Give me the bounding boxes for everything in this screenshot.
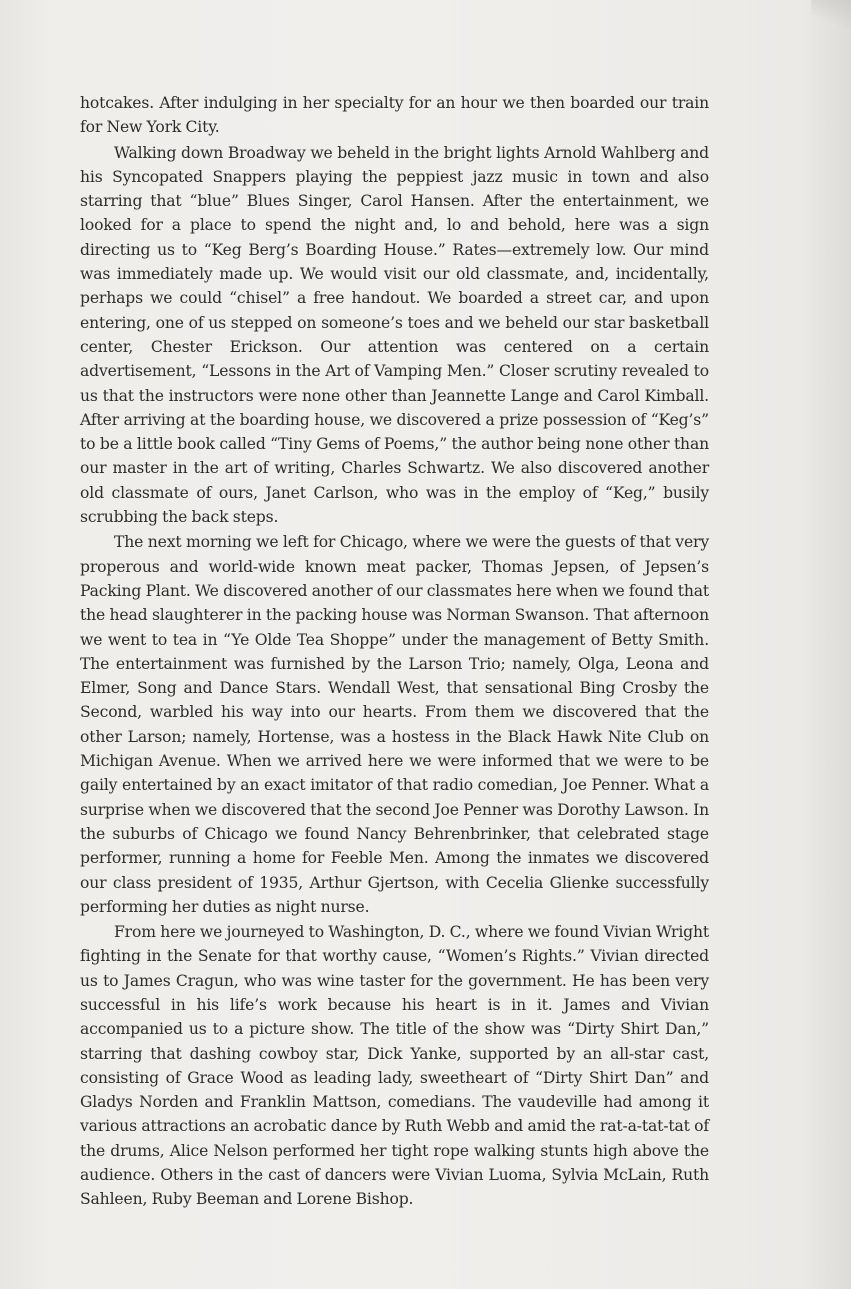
body-text bbox=[80, 91, 709, 1212]
paragraph-chicago: The next morning we left for Chicago, where we were the guests of that very properous and world-wide known meat packer, Thomas Jepsen, of Jepsen’s Packing Plant. We discovered another of our classmates here when we found that the head slaughterer in the packing house was Norman Swanson. That afternoon we went to tea in “Ye Olde Tea Shoppe” under the management of Betty Smith. The entertainment was furnished by the Larson Trio; namely, Olga, Leona and Elmer, Song and Dance Stars. Wendall West, that sensational Bing Crosby the Second, warbled his way into our hearts. From them we discovered that the other Larson; namely, Hortense, was a hostess in the Black Hawk Nite Club on Michigan Avenue. When we arrived here we were informed that we were to be gaily entertained by an exact imitator of that radio comedian, Joe Penner. What a surprise when we discovered that the second Joe Penner was Dorothy Lawson. In the suburbs of Chicago we found Nancy Behrenbrinker, that celebrated stage performer, running a home for Feeble Men. Among the inmates we discovered our class president of 1935, Arthur Gjertson, with Cecelia Glienke successfully performing her duties as night nurse. bbox=[80, 533, 709, 916]
paragraph-new-york: Walking down Broadway we beheld in the bright lights Arnold Wahlberg and his Syncopated Snappers playing the peppiest jazz music in town and also starring that “blue” Blues Singer, Carol Hansen. After the entertainment, we looked for a place to spend the night and, lo and behold, here was a sign directing us to “Keg Berg’s Boarding House.” Rates—extremely low. Our mind was immediately made up. We would visit our old classmate, and, incidentally, perhaps we could “chisel” a free handout. We boarded a street car, and upon entering, one of us stepped on someone’s toes and we beheld our star basketball center, Chester Erickson. Our attention was centered on a certain advertisement, “Lessons in the Art of Vamping Men.” Closer scrutiny revealed to us that the instructors were none other than Jeannette Lange and Carol Kimball. After arriving at the boarding house, we discovered a prize possession of “Keg’s” to be a little book called “Tiny Gems of Poems,” the author being none other than our master in the art of writing, Charles Schwartz. We also discovered another old classmate of ours, Janet Carlson, who was in the employ of “Keg,” busily scrubbing the back steps. bbox=[80, 143, 709, 527]
paragraph-washington: From here we journeyed to Washington, D. C., where we found Vivian Wright fighting in the Senate for that worthy cause, “Women’s Rights.” Vivian directed us to James Cragun, who was wine taster for the government. He has been very successful in his life’s work because his heart is in it. James and Vivian accompanied us to a picture show. The title of the show was “Dirty Shirt Dan,” starring that dashing cowboy star, Dick Yanke, supported by an all-star cast, consisting of Grace Wood as leading lady, sweetheart of “Dirty Shirt Dan” and Gladys Norden and Franklin Mattson, comedians. The vaudeville had among it various attractions an acrobatic dance by Ruth Webb and amid the rat-a-tat-tat of the drums, Alice Nelson performed her tight rope walking stunts high above the audience. Others in the cast of dancers were Vivian Luoma, Sylvia McLain, Ruth Sahleen, Ruby Beeman and Lorene Bishop. bbox=[80, 923, 709, 1209]
paragraph-continuation: hotcakes. After indulging in her specialty for an hour we then boarded our train for New York City. bbox=[80, 94, 709, 137]
